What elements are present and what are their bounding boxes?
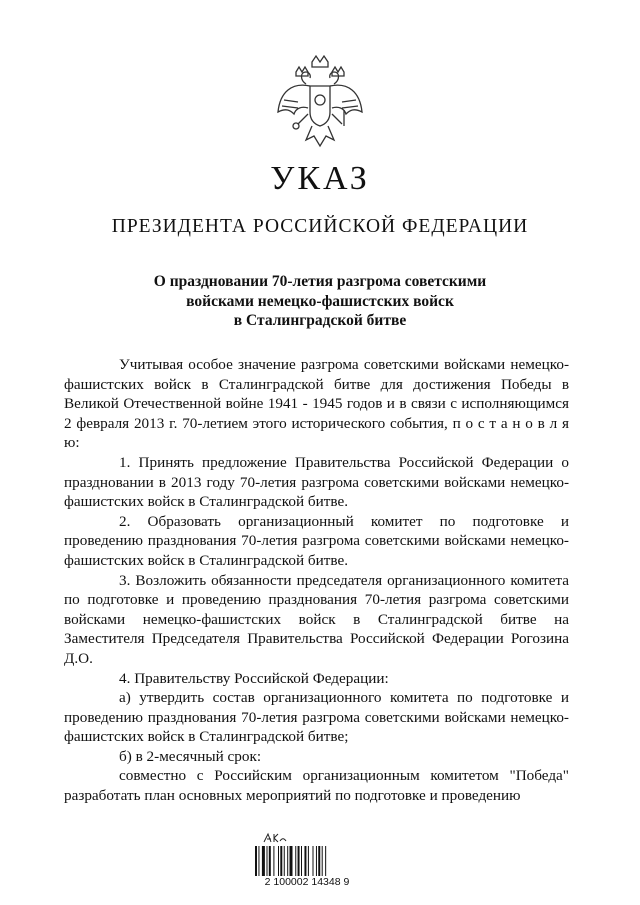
barcode-bar <box>267 846 268 876</box>
clause-paragraph: 3. Возложить обязанности председателя организационного комитета по подготовке и проведению празднования 70-летия разгрома советскими войсками немецко-фашистских войск в Сталинградской битве на Заместителя Председателя Правительства Российской Федерации Рогозина Д.О. <box>64 571 569 667</box>
decree-heading <box>120 272 520 331</box>
barcode-icon <box>255 846 355 876</box>
handwritten-mark-icon <box>262 832 288 844</box>
decree-body <box>64 355 569 806</box>
barcode-bar <box>298 846 300 876</box>
preamble-paragraph: Учитывая особое значение разгрома советскими войсками немецко-фашистских войск в Сталинградской битве для достижения Победы в Великой Отечественной войне 1941 - 1945 годов и в связи с исполняющимся 2 февраля 2013 г. 70-летием этого исторического события, п о с т а н о в л я ю: <box>64 356 569 452</box>
barcode-bar <box>262 846 265 876</box>
barcode-bar <box>273 846 274 876</box>
barcode-bar <box>318 846 320 876</box>
barcode-bar <box>313 846 314 876</box>
barcode-bar <box>295 846 296 876</box>
barcode-bar <box>316 846 317 876</box>
barcode-bar <box>278 846 279 876</box>
barcode-bar <box>258 846 259 876</box>
barcode-bar <box>255 846 257 876</box>
barcode-bar <box>290 846 293 876</box>
page-subtitle: ПРЕЗИДЕНТА РОССИЙСКОЙ ФЕДЕРАЦИИ <box>111 216 529 237</box>
subclause-paragraph: б) в 2-месячный срок: <box>119 747 262 765</box>
barcode-bar <box>287 846 288 876</box>
barcode-bar <box>301 846 302 876</box>
subclause-paragraph: совместно с Российским организационным комитетом "Победа" разработать план основных мероприятий по подготовке и проведению <box>64 767 569 805</box>
barcode-bar <box>325 846 326 876</box>
barcode-bar <box>304 846 306 876</box>
heading-line: войсками немецко-фашистских войск <box>186 292 454 310</box>
clause-paragraph: 1. Принять предложение Правительства Российской Федерации о праздновании в 2013 году 70-летия разгрома советскими войсками немецко-фашистских войск в Сталинградской битве. <box>64 453 569 511</box>
clause-paragraph: 2. Образовать организационный комитет по подготовке и проведению празднования 70-летия разгрома советскими войсками немецко-фашистских войск в Сталинградской битве. <box>64 512 569 569</box>
heading-line: О праздновании 70-летия разгрома советскими <box>153 273 487 290</box>
barcode-bar <box>280 846 282 876</box>
page-title: УКАЗ <box>270 160 370 197</box>
barcode-bar <box>308 846 309 876</box>
clause-paragraph: 4. Правительству Российской Федерации: <box>119 669 389 687</box>
coat-of-arms-icon <box>272 52 368 152</box>
subclause-paragraph: а) утвердить состав организационного комитета по подготовке и проведению празднования 70-летия разгрома советскими войсками немецко-фашистских войск в Сталинградской битве; <box>64 689 569 746</box>
barcode-number: 2 100002 14348 9 <box>264 876 350 888</box>
barcode-bar <box>322 846 323 876</box>
heading-line: в Сталинградской битве <box>233 312 407 329</box>
handwritten-mark <box>262 832 288 846</box>
barcode-bar <box>269 846 271 876</box>
barcode-bar <box>284 846 285 876</box>
